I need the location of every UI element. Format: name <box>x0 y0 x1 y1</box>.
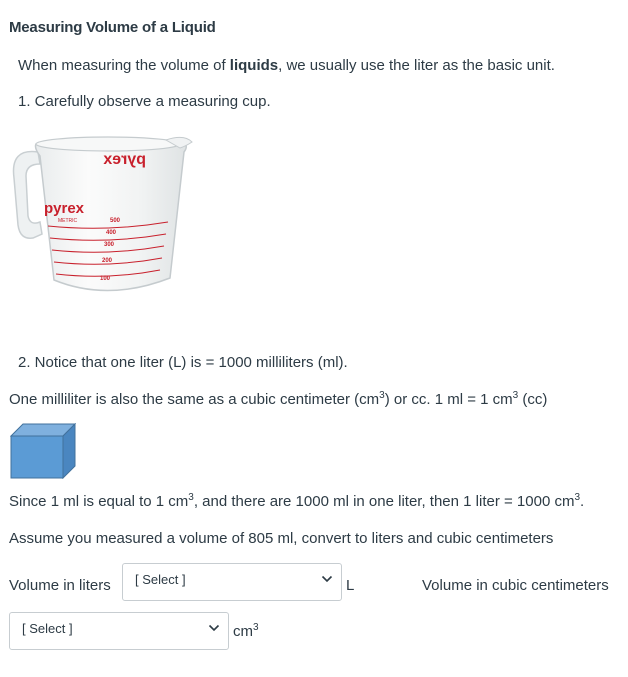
liters-unit: L <box>346 577 355 594</box>
page-title: Measuring Volume of a Liquid <box>9 19 216 36</box>
volume-cc-select-value: [ Select ] <box>22 621 73 636</box>
since-sup-1: 3 <box>188 492 194 503</box>
since-sup-2: 3 <box>574 492 581 503</box>
since-part-c: . <box>580 493 585 510</box>
assume-paragraph: Assume you measured a volume of 805 ml, convert to liters and cubic centimeters <box>9 530 554 547</box>
ml-note-part-c: (cc) <box>518 391 548 408</box>
step-2-text: 2. Notice that one liter (L) is = 1000 milliliters (ml). <box>18 354 348 371</box>
chevron-down-icon <box>321 575 333 583</box>
milliliter-note <box>9 391 547 408</box>
chevron-down-icon <box>208 624 220 632</box>
cube-image <box>10 423 76 479</box>
volume-liters-select[interactable] <box>122 563 342 601</box>
intro-text-before: When measuring the volume of <box>18 57 230 74</box>
cc-unit <box>233 623 259 640</box>
svg-text:300: 300 <box>104 242 115 248</box>
volume-liters-label: Volume in liters <box>9 577 111 594</box>
intro-bold-liquids: liquids <box>229 57 279 74</box>
cc-unit-base: cm <box>233 623 253 640</box>
intro-text-after: , we usually use the liter as the basic unit. <box>278 57 555 74</box>
svg-text:METRIC: METRIC <box>58 218 78 224</box>
ml-note-sup-2: 3 <box>512 390 519 401</box>
intro-paragraph <box>18 57 555 74</box>
since-paragraph <box>9 493 584 510</box>
cc-unit-sup: 3 <box>253 622 259 633</box>
step-1-text: 1. Carefully observe a measuring cup. <box>18 93 271 110</box>
svg-text:pyrex: pyrex <box>44 200 85 217</box>
since-part-a: Since 1 ml is equal to 1 cm <box>9 493 189 510</box>
svg-text:100: 100 <box>100 276 111 282</box>
svg-text:pyrex: pyrex <box>103 151 146 168</box>
volume-liters-select-value: [ Select ] <box>135 572 186 587</box>
svg-text:400: 400 <box>106 230 117 236</box>
ml-note-part-a: One milliliter is also the same as a cubic centimeter (cm <box>9 391 380 408</box>
volume-cc-select[interactable] <box>9 612 229 650</box>
since-part-b: , and there are 1000 ml in one liter, then 1 liter = 1000 cm <box>193 493 575 510</box>
ml-note-part-b: ) or cc. 1 ml = 1 cm <box>384 391 513 408</box>
measuring-cup-image <box>8 130 208 305</box>
svg-text:200: 200 <box>102 258 113 264</box>
ml-note-sup-1: 3 <box>379 390 385 401</box>
svg-text:500: 500 <box>110 218 121 224</box>
volume-cc-label: Volume in cubic centimeters <box>422 577 609 594</box>
